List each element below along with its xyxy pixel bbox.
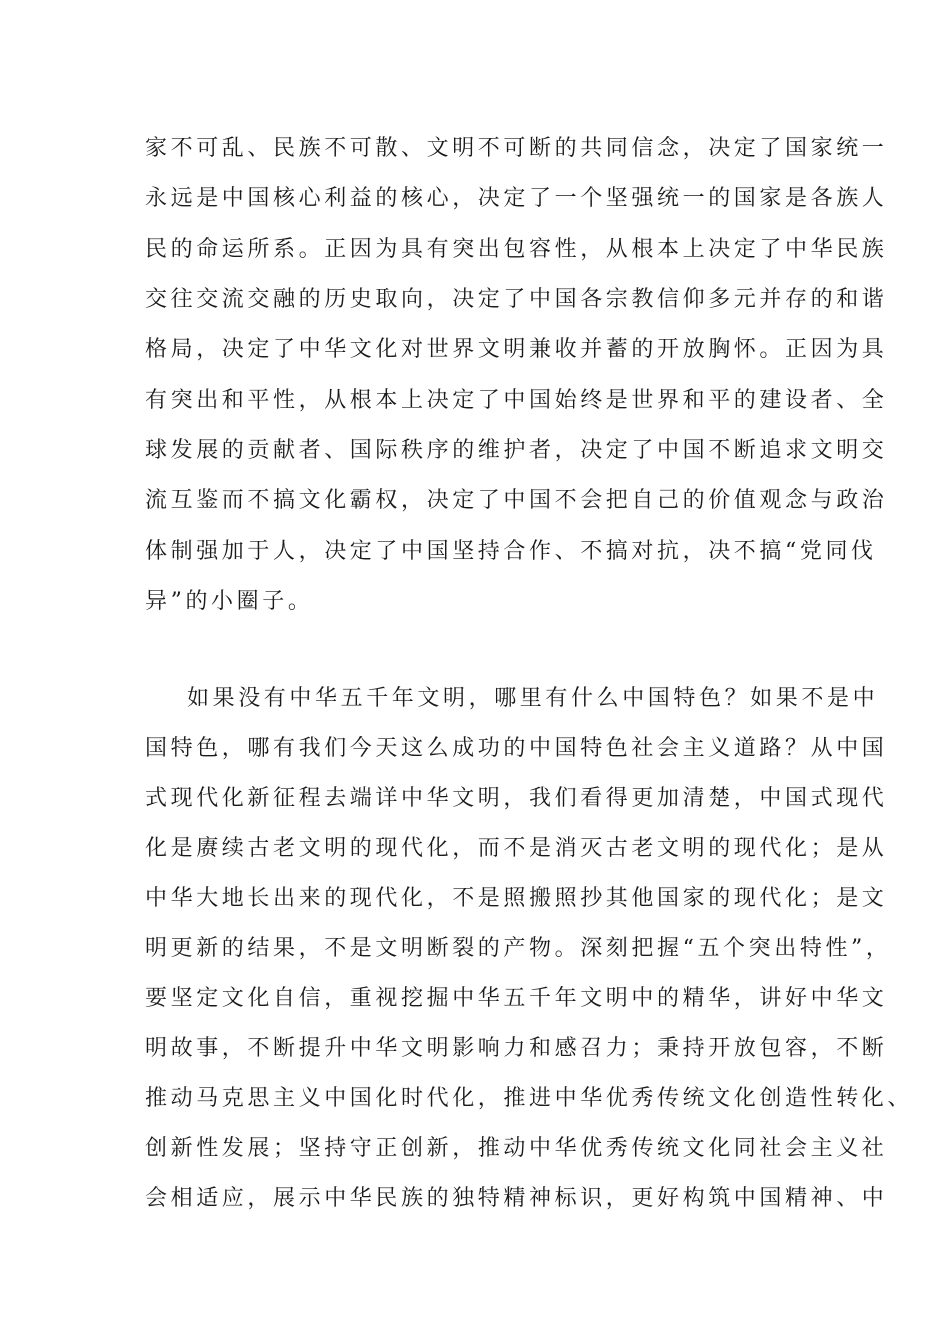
paragraph-1-line: 交往交流交融的历史取向，决定了中国各宗教信仰多元并存的和谐: [145, 287, 888, 312]
paragraph-1-line: 格局，决定了中华文化对世界文明兼收并蓄的开放胸怀。正因为具: [145, 337, 888, 362]
paragraph-1-line: 家不可乱、民族不可散、文明不可断的共同信念，决定了国家统一: [145, 136, 888, 161]
paragraph-2-first-line: 如果没有中华五千年文明，哪里有什么中国特色？如果不是中: [187, 686, 879, 711]
paragraph-1-line: 流互鉴而不搞文化霸权，决定了中国不会把自己的价值观念与政治: [145, 488, 888, 513]
paragraph-2-line: 国特色，哪有我们今天这么成功的中国特色社会主义道路？从中国: [145, 736, 888, 761]
paragraph-1-line: 体制强加于人，决定了中国坚持合作、不搞对抗，决不搞“党同伐: [145, 539, 877, 564]
paragraph-2-line: 中华大地长出来的现代化，不是照搬照抄其他国家的现代化；是文: [145, 886, 888, 911]
paragraph-1-line: 有突出和平性，从根本上决定了中国始终是世界和平的建设者、全: [145, 388, 888, 413]
paragraph-1-line: 球发展的贡献者、国际秩序的维护者，决定了中国不断追求文明交: [145, 438, 888, 463]
paragraph-2-line: 明更新的结果，不是文明断裂的产物。深刻把握“五个突出特性”，: [145, 936, 892, 961]
paragraph-2-line: 要坚定文化自信，重视挖掘中华五千年文明中的精华，讲好中华文: [145, 986, 888, 1011]
paragraph-1-line: 异”的小圈子。: [145, 589, 314, 614]
paragraph-2-line: 式现代化新征程去端详中华文明，我们看得更加清楚，中国式现代: [145, 786, 888, 811]
paragraph-2-line: 创新性发展；坚持守正创新，推动中华优秀传统文化同社会主义社: [145, 1136, 888, 1161]
paragraph-2-line: 会相适应，展示中华民族的独特精神标识，更好构筑中国精神、中: [145, 1186, 888, 1211]
paragraph-2-line: 推动马克思主义中国化时代化，推进中华优秀传统文化创造性转化、: [145, 1086, 914, 1111]
paragraph-2-line: 化是赓续古老文明的现代化，而不是消灭古老文明的现代化；是从: [145, 836, 888, 861]
paragraph-2-line: 明故事，不断提升中华文明影响力和感召力；秉持开放包容，不断: [145, 1036, 888, 1061]
paragraph-1-line: 民的命运所系。正因为具有突出包容性，从根本上决定了中华民族: [145, 237, 888, 262]
paragraph-1-line: 永远是中国核心利益的核心，决定了一个坚强统一的国家是各族人: [145, 186, 888, 211]
